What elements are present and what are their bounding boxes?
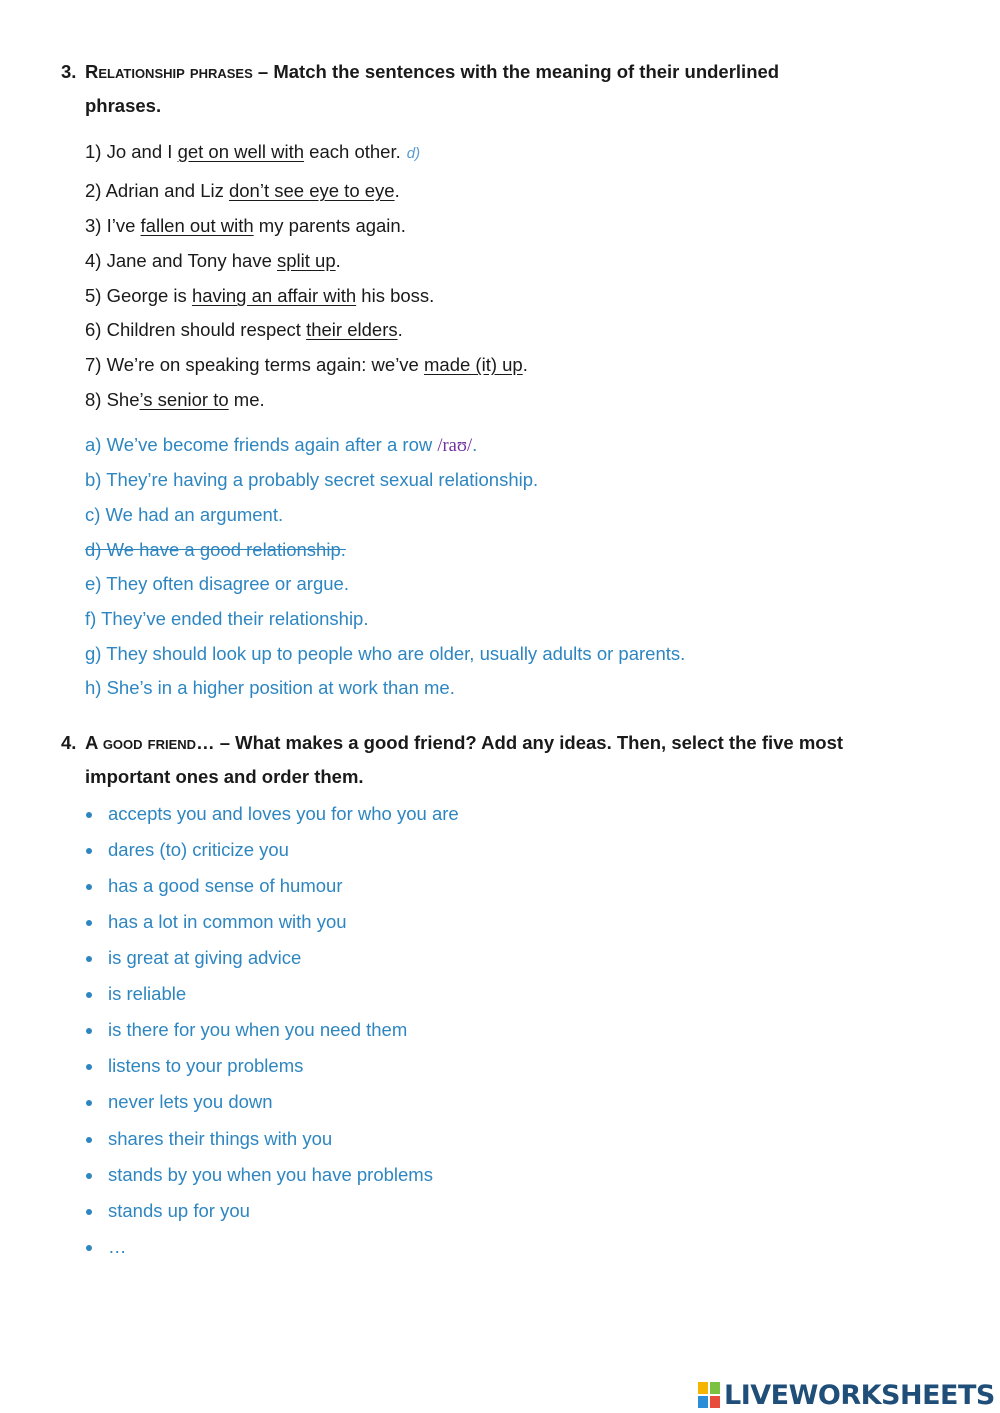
section-instruction-cont: phrases. (85, 95, 162, 116)
logo-text: LIVEWORKSHEETS (724, 1379, 995, 1411)
section-instruction: – Match the sentences with the meaning of their underlined (252, 61, 780, 82)
list-item: has a lot in common with you (85, 910, 347, 934)
sentence-text: 7) We’re on speaking terms again: we’ve (85, 354, 424, 375)
sentence-text: 8) She (85, 389, 140, 410)
list-item: is reliable (85, 982, 186, 1006)
sentence-text: . (394, 180, 400, 201)
section-4-heading (61, 726, 921, 794)
sentence-text: 1) Jo and I (85, 141, 178, 162)
list-item: accepts you and loves you for who you are (85, 802, 459, 826)
sentence-text: me. (228, 389, 265, 410)
list-item: … (85, 1235, 127, 1259)
sentence-text: . (335, 250, 341, 271)
sentence-text: each other. (304, 141, 401, 162)
sentence-text: 3) I’ve (85, 215, 141, 236)
sentence-8 (85, 388, 265, 412)
list-item: stands up for you (85, 1199, 250, 1223)
sentence-text: my parents again. (253, 215, 406, 236)
section-instruction-cont: important ones and order them. (85, 766, 364, 787)
list-item: is great at giving advice (85, 946, 301, 970)
section-3-heading (61, 55, 921, 123)
sentence-6 (85, 318, 403, 342)
list-item: is there for you when you need them (85, 1018, 407, 1042)
option-b: b) They’re having a probably secret sexual relationship. (85, 469, 539, 490)
underlined-phrase: their elders (306, 319, 398, 340)
list-item: has a good sense of humour (85, 874, 343, 898)
underlined-phrase: get on well with (177, 141, 305, 162)
underlined-phrase: don’t see eye to eye (228, 180, 395, 201)
sentence-1 (85, 140, 420, 167)
option-f: f) They’ve ended their relationship. (85, 608, 369, 629)
section-number: 4. (61, 732, 77, 753)
underlined-phrase: split up (277, 250, 336, 271)
underlined-phrase: made (it) up (424, 354, 523, 375)
option-g: g) They should look up to people who are older, usually adults or parents. (85, 643, 686, 664)
section-title: Relationship phrases (85, 61, 253, 82)
sentence-7 (85, 353, 528, 377)
option-c: c) We had an argument. (85, 504, 284, 525)
section-number: 3. (61, 61, 77, 82)
option-text: a) We’ve become friends again after a row (85, 434, 438, 455)
list-item: never lets you down (85, 1090, 273, 1114)
liveworksheets-logo[interactable] (698, 1380, 995, 1410)
option-a (85, 433, 477, 458)
sentence-5 (85, 284, 434, 308)
sentence-text: 4) Jane and Tony have (85, 250, 277, 271)
list-item: stands by you when you have problems (85, 1163, 433, 1187)
list-item: listens to your problems (85, 1054, 303, 1078)
underlined-phrase: ’s senior to (139, 389, 229, 410)
liveworksheets-logo-icon (698, 1382, 722, 1408)
sentence-text: . (522, 354, 528, 375)
sentence-2 (85, 179, 400, 203)
sentence-text: . (397, 319, 403, 340)
option-e: e) They often disagree or argue. (85, 573, 349, 594)
sentence-3 (85, 214, 406, 238)
answer-input[interactable]: d) (406, 145, 421, 162)
sentence-text: 2) Adrian and Liz (85, 180, 229, 201)
option-h: h) She’s in a higher position at work than me. (85, 677, 455, 698)
underlined-phrase: fallen out with (140, 215, 254, 236)
underlined-phrase: having an affair with (191, 285, 357, 306)
section-title: A good friend… (85, 732, 215, 753)
sentence-text: his boss. (356, 285, 435, 306)
phonetic-transcription: /raʊ/ (437, 436, 473, 456)
option-d: d) We have a good relationship. (85, 539, 346, 560)
list-item: dares (to) criticize you (85, 838, 289, 862)
section-instruction: – What makes a good friend? Add any ideas. Then, select the five most (214, 732, 844, 753)
sentence-4 (85, 249, 341, 273)
sentence-text: 5) George is (85, 285, 192, 306)
list-item: shares their things with you (85, 1127, 332, 1151)
option-text: . (472, 434, 478, 455)
sentence-text: 6) Children should respect (85, 319, 307, 340)
